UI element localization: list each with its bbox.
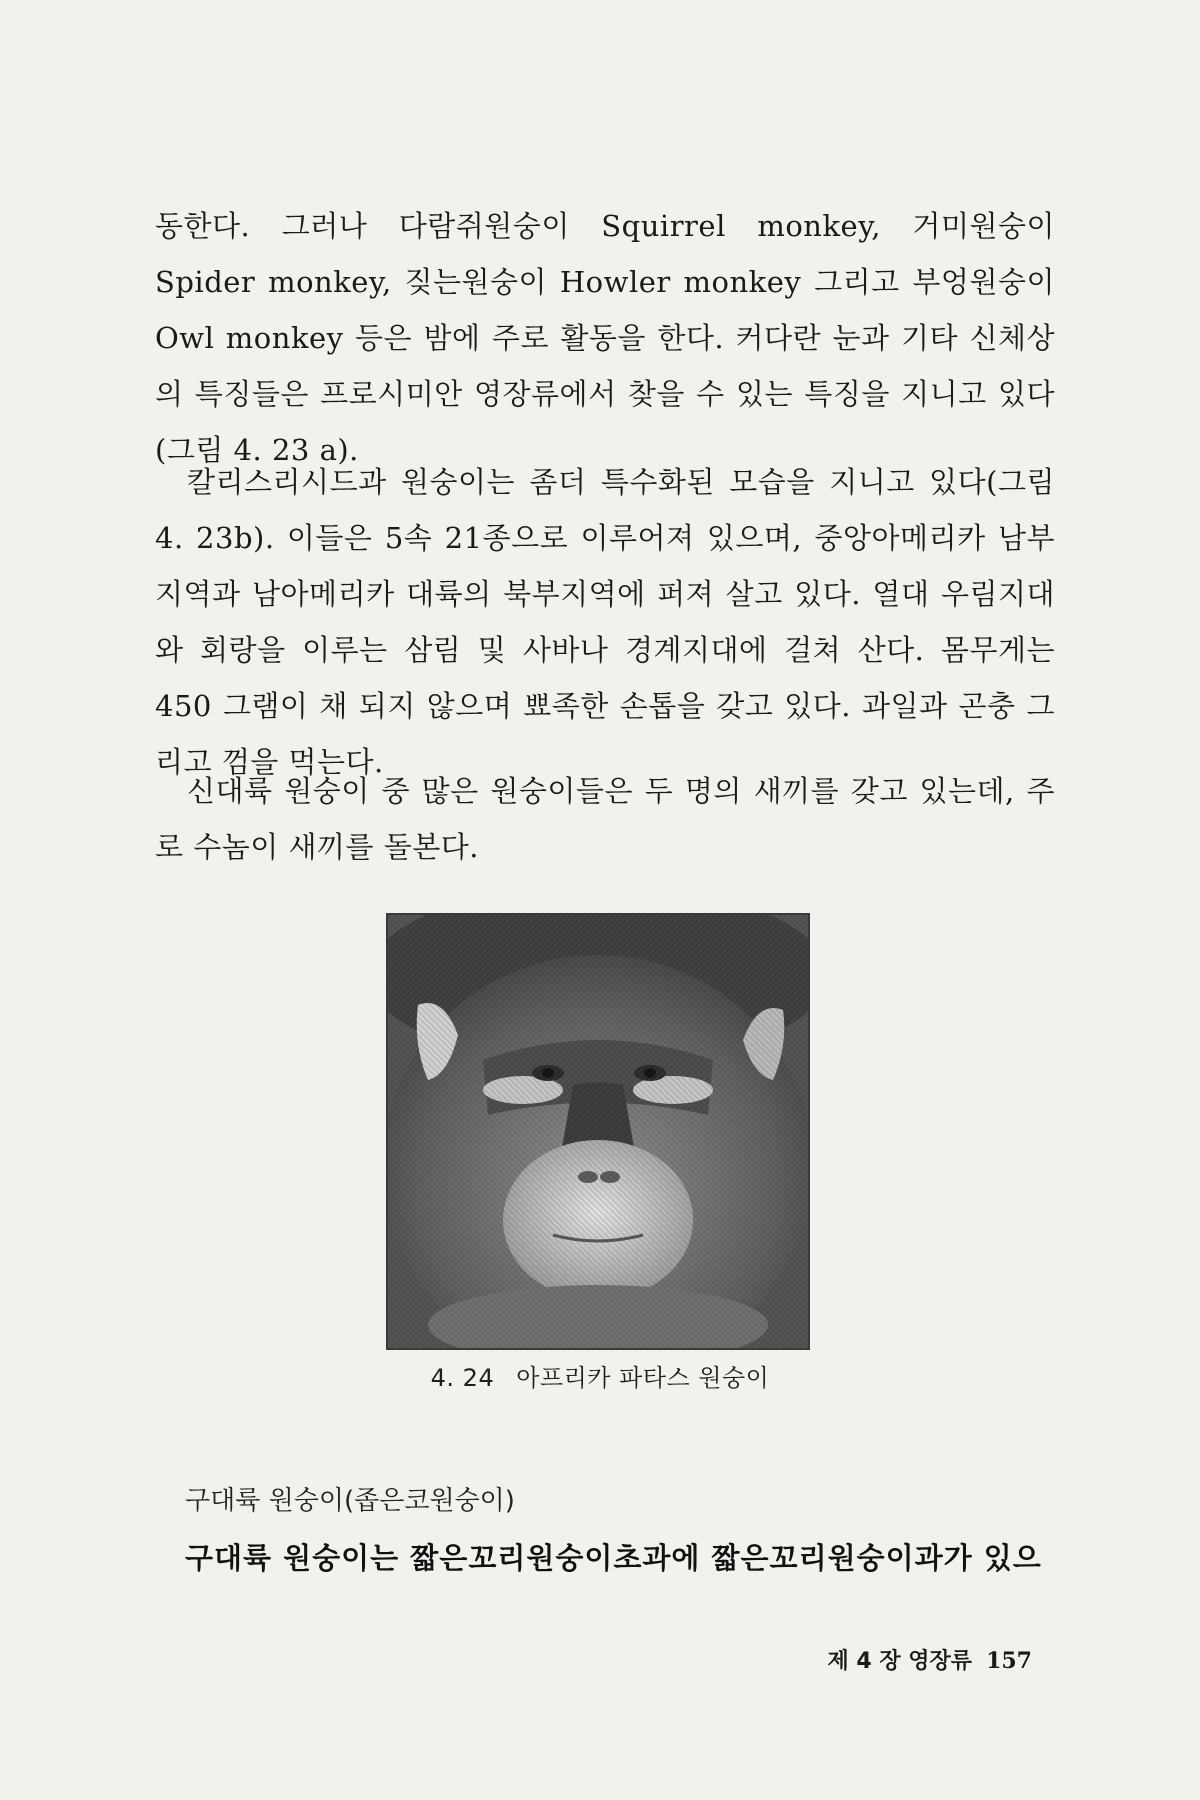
paragraph-3 xyxy=(155,763,1055,875)
paragraph-2 xyxy=(155,454,1055,790)
figure-caption xyxy=(0,1358,1200,1393)
section-subheading: 구대륙 원숭이(좁은코원숭이) xyxy=(185,1486,515,1516)
page-number: 157 xyxy=(986,1648,1032,1674)
monkey-photo xyxy=(386,913,810,1350)
chapter-title: 제 4 장 영장류 xyxy=(827,1649,973,1674)
monkey-face-illustration xyxy=(388,915,808,1348)
figure-number: 4. 24 xyxy=(430,1364,495,1392)
section-first-line: 구대륙 원숭이는 짧은꼬리원숭이초과에 짧은꼬리원숭이과가 있으 xyxy=(185,1541,1042,1575)
paragraph-2-text: 칼리스리시드과 원숭이는 좀더 특수화된 모습을 지니고 있다(그림 4. 23b). 이들은 5속 21종으로 이루어져 있으며, 중앙아메리카 남부지역과 남아메리카 대륙의 북부지역에 퍼져 살고 있다. 열대 우림지대와 회랑을 이루는 삼림 및 사바나 경계지대에 걸쳐 산다. 몸무게는 450 그램이 채 되지 않으며 뾰족한 손톱을 갖고 있다. 과일과 곤충 그리고 껌을 먹는다. xyxy=(155,465,1055,779)
paragraph-3-text: 신대륙 원숭이 중 많은 원숭이들은 두 명의 새끼를 갖고 있는데, 주로 수놈이 새끼를 돌본다. xyxy=(155,774,1055,864)
paragraph-1 xyxy=(155,198,1055,478)
page-footer xyxy=(828,1644,1032,1675)
figure-caption-text: 아프리카 파타스 원숭이 xyxy=(516,1364,770,1392)
paragraph-1-text: 동한다. 그러나 다람쥐원숭이 Squirrel monkey, 거미원숭이 Spider monkey, 짖는원숭이 Howler monkey 그리고 부엉원숭이 Owl monkey 등은 밤에 주로 활동을 한다. 커다란 눈과 기타 신체상의 특징들은 프로시미안 영장류에서 찾을 수 있는 특징을 지니고 있다(그림 4. 23 a). xyxy=(155,209,1055,467)
